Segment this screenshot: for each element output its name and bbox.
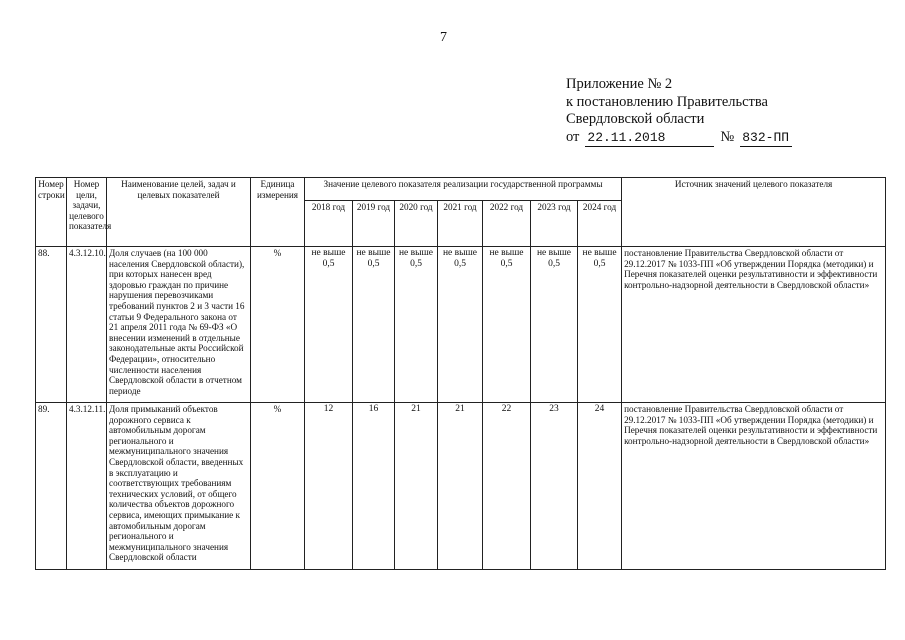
appendix-header	[566, 76, 792, 147]
page-number: 7	[440, 30, 447, 45]
row-value: не выше 0,5	[578, 247, 622, 403]
row-value: не выше 0,5	[483, 247, 531, 403]
header-value-group: Значение целевого показателя реализации государственной программы	[305, 178, 622, 201]
table-row	[36, 247, 886, 403]
appendix-line-3: Свердловской области	[566, 111, 705, 127]
row-number: 89.	[36, 403, 67, 570]
row-value: 21	[438, 403, 483, 570]
row-number: 88.	[36, 247, 67, 403]
header-year: 2024 год	[578, 201, 622, 247]
row-value: 22	[483, 403, 531, 570]
row-value: не выше 0,5	[395, 247, 438, 403]
row-unit: %	[251, 403, 305, 570]
header-year: 2022 год	[483, 201, 531, 247]
date-prefix: от	[566, 128, 580, 145]
row-value: не выше 0,5	[438, 247, 483, 403]
header-name: Наименование целей, задач и целевых показателей	[107, 178, 251, 247]
appendix-line-2: к постановлению Правительства	[566, 93, 768, 110]
row-value: 12	[305, 403, 353, 570]
header-row-number: Номер строки	[36, 178, 67, 247]
row-value: 24	[578, 403, 622, 570]
row-value: 23	[531, 403, 578, 570]
row-value: не выше 0,5	[305, 247, 353, 403]
resolution-date: 22.11.2018	[585, 129, 714, 148]
row-source: постановление Правительства Свердловской области от 29.12.2017 № 1033-ПП «Об утверждении Порядка (методики) и Перечня показателей оценки результативности и эффективности контрольно-надзорной деятельности в Свердловской области»	[622, 247, 886, 403]
header-year: 2019 год	[353, 201, 395, 247]
row-name: Доля случаев (на 100 000 населения Свердловской области), при которых нанесен вред здоровью граждан по причине нарушения перевозчиками требований пунктов 2 и 3 части 16 статьи 9 Федерального закона от 21 апреля 2011 года № 69-ФЗ «О внесении изменений в отдельные законодательные акты Российской Федерации», относительно численности населения Свердловской области в отчетном периоде	[107, 247, 251, 403]
header-unit: Единица измерения	[251, 178, 305, 247]
row-source: постановление Правительства Свердловской области от 29.12.2017 № 1033-ПП «Об утверждении Порядка (методики) и Перечня показателей оценки результативности и эффективности контрольно-надзорной деятельности в Свердловской области»	[622, 403, 886, 570]
row-value: не выше 0,5	[353, 247, 395, 403]
row-code: 4.3.12.11.	[67, 403, 107, 570]
header-source: Источник значений целевого показателя	[622, 178, 886, 247]
appendix-date-line	[566, 129, 792, 148]
resolution-number: 832-ПП	[740, 129, 792, 148]
number-prefix: №	[720, 128, 735, 145]
row-name: Доля примыканий объектов дорожного сервиса к автомобильным дорогам регионального и межмуниципального значения Свердловской области, введенных в эксплуатацию и соответствующих требованиям технических условий, от общего количества объектов дорожного сервиса, имеющих примыкание к автомобильным дорогам регионального и межмуниципального значения Свердловской области	[107, 403, 251, 570]
appendix-title: Приложение № 2	[566, 76, 673, 92]
header-year: 2023 год	[531, 201, 578, 247]
row-unit: %	[251, 247, 305, 403]
indicators-table	[35, 177, 886, 570]
table-row	[36, 403, 886, 570]
row-value: 21	[395, 403, 438, 570]
row-code: 4.3.12.10.	[67, 247, 107, 403]
row-value: 16	[353, 403, 395, 570]
row-value: не выше 0,5	[531, 247, 578, 403]
header-goal-number: Номер цели, задачи, целевого показателя	[67, 178, 107, 247]
header-year: 2020 год	[395, 201, 438, 247]
header-year: 2018 год	[305, 201, 353, 247]
header-year: 2021 год	[438, 201, 483, 247]
